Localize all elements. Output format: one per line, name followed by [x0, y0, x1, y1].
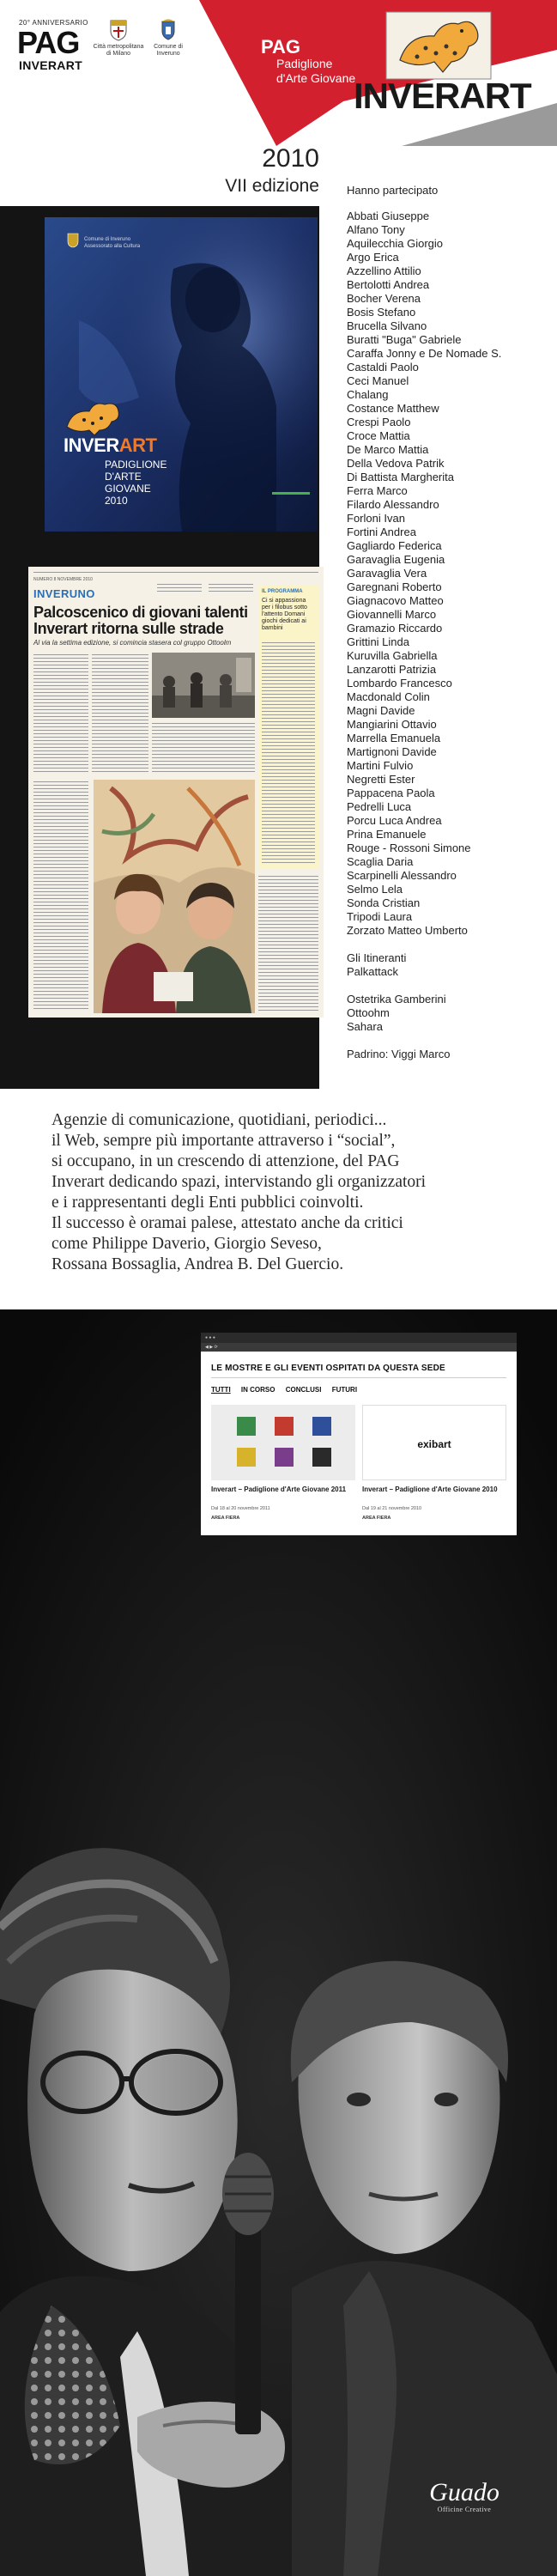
itinerant-name: Palkattack: [347, 965, 398, 978]
newspaper-column-header: [157, 582, 203, 594]
artist-name: Alfano Tony: [347, 223, 405, 236]
artist-name: Di Battista Margherita: [347, 471, 454, 483]
paragraph-line: Inverart dedicando spazi, intervistando gli organizzatori: [51, 1173, 427, 1191]
newspaper-headline: Palcoscenico di giovani talenti Inverart ritorna sulle strade: [33, 604, 248, 637]
inveruno-logo: [142, 19, 194, 58]
catalog-title-accent: ART: [118, 434, 157, 456]
artist-name: Filardo Alessandro: [347, 498, 439, 511]
press-paragraph: [51, 1110, 532, 1275]
artist-name: Gramazio Riccardo: [347, 622, 443, 635]
artist-name: Porcu Luca Andrea: [347, 814, 442, 827]
catalog-cover-artwork: [45, 217, 318, 532]
artist-name: Tripodi Laura: [347, 910, 413, 923]
tab-futuri[interactable]: FUTURI: [331, 1386, 358, 1394]
artist-name: Martini Fulvio: [347, 759, 414, 772]
newspaper-clipping: [28, 567, 324, 1018]
newspaper-box-title: IL PROGRAMMA: [262, 589, 303, 594]
pag-subtitle-line2: d'Arte Giovane: [276, 71, 356, 85]
artist-name: De Marco Mattia: [347, 443, 429, 456]
guado-brand: Guado: [429, 2478, 499, 2506]
artist-name: Giovannelli Marco: [347, 608, 437, 621]
artist-name: Garavaglia Eugenia: [347, 553, 445, 566]
artist-name: Martignoni Davide: [347, 745, 437, 758]
artist-name: Chalang: [347, 388, 389, 401]
artist-name: Mangiarini Ottavio: [347, 718, 437, 731]
artist-name: Azzellino Attilio: [347, 264, 421, 277]
catalog-header: [84, 236, 140, 250]
inverart-big-title: INVERART: [354, 76, 531, 116]
artist-name: Caraffa Jonny e De Nomade S.: [347, 347, 502, 360]
artist-name: Ferra Marco: [347, 484, 408, 497]
newspaper-top-rule: [33, 572, 318, 575]
artist-name: Ceci Manuel: [347, 374, 409, 387]
artist-name: Marrella Emanuela: [347, 732, 441, 744]
list-spacer: [347, 979, 553, 993]
event-card-2011-artwork: [211, 1405, 355, 1480]
catalog-title: [64, 434, 156, 457]
pag-subtitle: [276, 57, 355, 86]
paragraph-line: il Web, sempre più importante attraverso i “social”,: [51, 1132, 396, 1150]
artist-name: Prina Emanuele: [347, 828, 427, 841]
artist-name: Bosis Stefano: [347, 306, 416, 319]
artist-name: Aquilecchia Giorgio: [347, 237, 444, 250]
event-card-2011-date: Dal 18 al 20 novembre 2011: [211, 1506, 270, 1511]
inverart-logo-text: INVERART: [19, 58, 82, 72]
catalog-subtitle-line2: D'ARTE: [105, 471, 142, 483]
artist-name: Grittini Linda: [347, 635, 409, 648]
newspaper-text-column-1: [33, 653, 88, 773]
artist-name: Costance Matthew: [347, 402, 439, 415]
catalog-stripe: [272, 492, 310, 495]
anniversary-label: 20° ANNIVERSARIO: [19, 19, 88, 27]
artist-name: Selmo Lela: [347, 883, 403, 896]
tab-conclusi[interactable]: CONCLUSI: [285, 1386, 322, 1394]
artist-name: Zorzato Matteo Umberto: [347, 924, 468, 937]
website-screenshot: [201, 1333, 517, 1535]
artist-name: Brucella Silvano: [347, 319, 427, 332]
paragraph-line: Rossana Bossaglia, Andrea B. Del Guercio.: [51, 1255, 344, 1273]
catalog-crest-icon: [67, 233, 79, 248]
artist-name: Forloni Ivan: [347, 512, 405, 525]
event-card-2010-image[interactable]: [362, 1405, 506, 1480]
inveruno-caption: Comune di Inveruno: [154, 44, 183, 57]
artist-name: Giagnacovo Matteo: [347, 594, 444, 607]
tab-in-corso[interactable]: IN CORSO: [240, 1386, 275, 1394]
event-card-2010-area: AREA FIERA: [362, 1516, 391, 1521]
guado-logo: [417, 2480, 512, 2513]
participants-section: [347, 184, 553, 1061]
artist-name: Bertolotti Andrea: [347, 278, 430, 291]
paragraph-line: come Philippe Daverio, Giorgio Seveso,: [51, 1235, 322, 1253]
catalog-title-main: INVER: [64, 434, 119, 456]
artist-name: Argo Erica: [347, 251, 399, 264]
artist-name: Bocher Verena: [347, 292, 421, 305]
event-card-2010-title[interactable]: Inverart – Padiglione d'Arte Giovane 2010: [362, 1485, 498, 1493]
itineranti-list: [347, 951, 553, 979]
browser-top-bar: ● ● ●: [201, 1333, 517, 1343]
artist-name: Lombardo Francesco: [347, 677, 452, 690]
newspaper-photo-people-image: [94, 780, 255, 1013]
catalog-subtitle-line1: PADIGLIONE: [105, 459, 167, 471]
group-name: Ottoohm: [347, 1006, 390, 1019]
pag-title: PAG: [261, 36, 301, 58]
newspaper-box-text: Ci si appassiona per i filobus sotto l'attento Domani giochi dedicati ai bambini: [262, 598, 307, 631]
artist-name: Pedrelli Luca: [347, 800, 412, 813]
artist-name: Rouge - Rossoni Simone: [347, 841, 471, 854]
newspaper-lede: Al via la settima edizione, si comincia stasera col gruppo Ottoolm: [33, 639, 232, 647]
exibart-logo: exibart: [417, 1438, 451, 1450]
artist-name: Sonda Cristian: [347, 896, 421, 909]
website-tabs: [211, 1386, 366, 1394]
artist-name: Kuruvilla Gabriella: [347, 649, 438, 662]
artist-name: Croce Mattia: [347, 429, 410, 442]
event-card-2011-area: AREA FIERA: [211, 1516, 240, 1521]
newspaper-sidebar-box: [258, 586, 318, 869]
event-card-2011-image[interactable]: [211, 1405, 355, 1480]
newspaper-photo-crowd: [152, 653, 255, 718]
paragraph-line: Il successo è oramai palese, attestato anche da critici: [51, 1214, 403, 1232]
paragraph-line: si occupano, in un crescendo di attenzione, del PAG: [51, 1152, 400, 1170]
edition-year: 2010: [262, 144, 319, 173]
artist-name: Garegnani Roberto: [347, 580, 442, 593]
catalog-cover: [45, 217, 318, 532]
leopard-mascot-icon: [383, 9, 494, 82]
event-card-2010-date: Dal 19 al 21 novembre 2010: [362, 1506, 422, 1511]
artist-name: Garavaglia Vera: [347, 567, 427, 580]
artist-name: Scaglia Daria: [347, 855, 414, 868]
catalog-subtitle-line3: GIOVANE: [105, 483, 151, 495]
group-name: Ostetrika Gamberini: [347, 993, 446, 1005]
metropolitan-city-logo: [93, 19, 144, 58]
artist-name: Scarpinelli Alessandro: [347, 869, 457, 882]
list-spacer: [347, 938, 553, 951]
catalog-subtitle: [105, 459, 166, 507]
newspaper-text-column-4: [33, 780, 88, 1012]
inveruno-crest-icon: [159, 19, 178, 41]
artist-name: Abbati Giuseppe: [347, 210, 430, 222]
artist-name: Negretti Ester: [347, 773, 415, 786]
metropolitan-city-caption: Città metropolitana di Milano: [93, 44, 144, 57]
newspaper-text-column-2: [92, 653, 148, 773]
artist-name: Macdonald Colin: [347, 690, 430, 703]
catalog-header-line1: Comune di Inveruno: [84, 237, 131, 242]
artist-name: Castaldi Paolo: [347, 361, 419, 374]
pag-logo-text: PAG: [17, 25, 80, 60]
browser-nav-bar: ◀ ▶ ⟳: [201, 1343, 517, 1352]
edition-label: VII edizione: [225, 176, 319, 196]
artist-name: Lanzarotti Patrizia: [347, 663, 437, 676]
newspaper-column-header-text: [157, 582, 202, 594]
artist-name: Gagliardo Federica: [347, 539, 442, 552]
artist-name: Della Vedova Patrik: [347, 457, 445, 470]
pag-subtitle-line1: Padiglione: [276, 57, 333, 70]
metropolitan-city-crest-icon: [109, 19, 128, 41]
tab-tutti[interactable]: TUTTI: [211, 1386, 231, 1394]
artists-list: [347, 210, 553, 938]
website-divider: [211, 1377, 506, 1378]
artist-name: Buratti "Buga" Gabriele: [347, 333, 462, 346]
paragraph-line: Agenzie di comunicazione, quotidiani, periodici...: [51, 1111, 387, 1129]
newspaper-text-column-3: [152, 721, 255, 773]
guado-brand-sub: Officine Creative: [437, 2506, 492, 2513]
artist-name: Pappacena Paola: [347, 787, 435, 799]
artist-name: Fortini Andrea: [347, 526, 416, 538]
artist-name: Magni Davide: [347, 704, 415, 717]
newspaper-section: INVERUNO: [33, 587, 95, 600]
newspaper-date: NUMERO 8 NOVEMBRE 2010: [33, 577, 93, 582]
paragraph-line: e i rappresentanti degli Enti pubblici coinvolti.: [51, 1194, 364, 1212]
itinerant-name: Gli Itineranti: [347, 951, 407, 964]
header: [0, 0, 557, 146]
website-heading: LE MOSTRE E GLI EVENTI OSPITATI DA QUESTA SEDE: [211, 1364, 445, 1373]
newspaper-photo-crowd-image: [152, 653, 255, 718]
padrino-label: Padrino: Viggi Marco: [347, 1048, 451, 1060]
group-name: Sahara: [347, 1020, 383, 1033]
event-card-2011-title[interactable]: Inverart – Padiglione d'Arte Giovane 2011: [211, 1485, 347, 1493]
catalog-subtitle-line4: 2010: [105, 495, 128, 507]
newspaper-column-header-2-text: [209, 582, 253, 594]
catalog-leopard-icon: [64, 398, 124, 435]
newspaper-text-column-5: [258, 874, 318, 1012]
catalog-header-line2: Assessorato alla Cultura: [84, 244, 141, 249]
groups-list: [347, 993, 553, 1034]
newspaper-photo-people: [94, 780, 255, 1013]
participants-title: Hanno partecipato: [347, 184, 439, 197]
artist-name: Crespi Paolo: [347, 416, 411, 428]
newspaper-box-body: [262, 641, 315, 866]
newspaper-column-header-2: [209, 582, 255, 594]
